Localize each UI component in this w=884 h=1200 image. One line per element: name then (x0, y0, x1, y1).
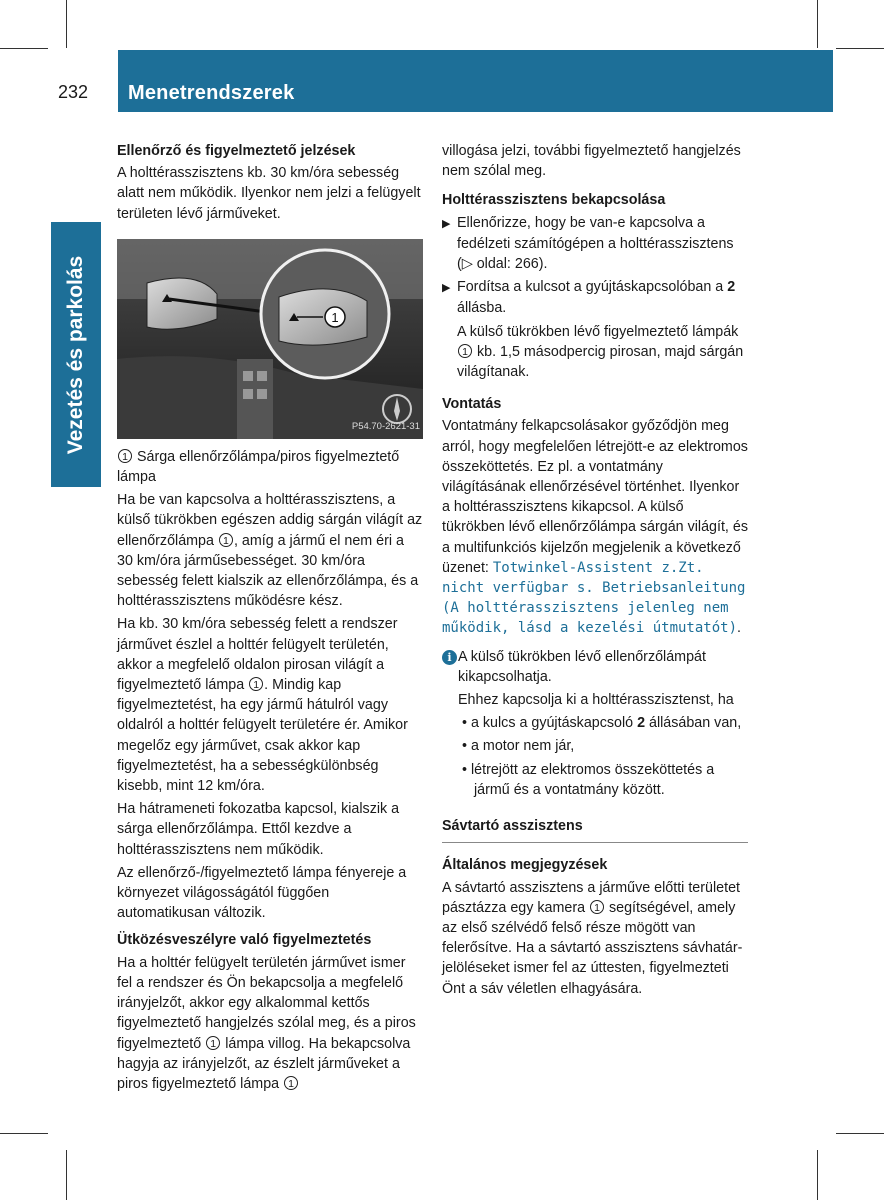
page-number: 232 (58, 82, 89, 102)
paragraph: A sávtartó asszisztens a járműve előtti területet pásztázza egy kamera 1 segítségével, amely az első szélvédő felső része mögött van felerősítve. Ha a sávtartó asszisztens sávhatár-jelöléseket ismer fel az úttesten, figyelmezteti Önt a sáv véletlen elhagyására. (442, 879, 743, 997)
triangle-bullet-icon: ▶ (442, 282, 451, 295)
callout-1-icon: 1 (219, 533, 233, 547)
photo-code: P54.70-2621-31 (351, 420, 420, 432)
section-side-tab (51, 222, 101, 487)
paragraph: Ha kb. 30 km/óra sebesség felett a rendszer járművet észlel a holttér felügyelt területén, akkor a megfelelő oldalon pirosan világít a figyelmeztető lámpa 1 . Mindig kap figyelmeztetést, ha egy jármű hátulról vagy oldalról a holttér felügyelt területére ér. Amikor megelőz egy járművet, csak akkor kap figyelmeztetést, ha a sebességkülönbség kisebb, mint 12 km/óra. (117, 616, 408, 795)
mirror-illustration (117, 239, 423, 439)
paragraph: Ehhez kapcsolja ki a holttérasszisztenst, ha (458, 692, 734, 709)
list-item: • létrejött az elektromos összeköttetés a jármű és a vontatmány között. (462, 761, 715, 798)
heading-towing: Vontatás (442, 396, 502, 413)
action-step: ▶ Ellenőrizze, hogy be van-e kapcsolva a fedélzeti számítógépen a holttérasszisztens (▷ oldal: 266). (442, 214, 734, 273)
crop-mark (0, 48, 48, 49)
triangle-bullet-icon: ▶ (442, 217, 451, 230)
paragraph: Ha a holttér felügyelt területén járművet ismer fel a rendszer és Ön bekapcsolja a megfelelő irányjelzőt, akkor egy alkalommal kettős figyelmeztető hangjelzés szólal meg, és a piros figyelmeztető 1 lámpa villog. Ha bekapcsolva hagyja az irányjelzőt, az észlelt járműveket a piros figyelmeztető lámpa 1 (117, 954, 416, 1092)
heading-warning-lamps: Ellenőrző és figyelmeztető jelzések (117, 143, 356, 159)
callout-1-icon: 1 (590, 900, 604, 914)
paragraph: Az ellenőrző-/figyelmeztető lámpa fényereje a környezet világosságától függően automatikusan változik. (117, 864, 407, 922)
crop-mark (66, 1150, 67, 1200)
heading-collision-warning: Ütközésveszélyre való figyelmeztetés (117, 932, 372, 949)
mirror-photo (117, 239, 423, 439)
list-item: • a motor nem jár, (462, 738, 575, 755)
legend-item: 1 Sárga ellenőrzőlámpa/piros figyelmeztető lámpa (117, 448, 400, 486)
callout-1-icon: 1 (249, 677, 263, 691)
callout-1-icon: 1 (284, 1076, 298, 1090)
heading-general-notes: Általános megjegyzések (442, 857, 608, 874)
callout-1-icon: 1 (206, 1036, 220, 1050)
paragraph: Ha hátrameneti fokozatba kapcsol, kialszik a sárga ellenőrzőlámpa. Ettől kezdve a holttérasszisztens nem működik. (117, 801, 400, 858)
heading-activation: Holttérasszisztens bekapcsolása (442, 192, 666, 209)
callout-1-icon: 1 (118, 449, 132, 463)
crop-mark (817, 0, 818, 48)
heading-lane-keeping: Sávtartó asszisztens (442, 816, 748, 843)
paragraph: Vontatmány felkapcsolásakor győződjön meg arról, hogy megfelelően létrejött-e az elektromos összeköttetés. Ez pl. a vontatmány világításának ellenőrzésével történhet. Ilyenkor a holttérasszisztens kikapcsol. A külső tükrökben lévő ellenőrzőlámpa sárgán világít, és a multifunkciós kijelzőn megjelenik a következő üzenet: Totwinkel-Assistent z.Zt. nicht verfügbar s. Betriebsanleitung (A holttérasszisztens jelenleg nem működik, lásd a kezelési útmutatót). (442, 418, 748, 637)
crop-mark (0, 1133, 48, 1134)
info-note: i A külső tükrökben lévő ellenőrzőlámpát kikapcsolhatja. (442, 647, 748, 687)
side-tab-label: Vezetés és parkolás (64, 255, 87, 454)
paragraph: Ha be van kapcsolva a holttérasszisztens, a külső tükrökben egészen addig sárgán világít az ellenőrzőlámpa 1 , amíg a jármű el nem éri a 30 km/óra járműsebességet. 30 km/óra sebesség felett kialszik az ellenőrzőlámpa, és a holttérasszisztens működésre kész. (117, 492, 423, 610)
list-item: • a kulcs a gyújtáskapcsoló 2 állásában van, (462, 715, 742, 732)
chapter-header (118, 50, 833, 112)
info-icon: i (442, 650, 457, 665)
action-step: ▶ Fordítsa a kulcsot a gyújtáskapcsolóban a 2 állásba. (442, 279, 736, 317)
crop-mark (836, 48, 884, 49)
crop-mark (817, 1150, 818, 1200)
callout-1-icon: 1 (458, 344, 472, 358)
crop-mark (66, 0, 67, 48)
paragraph: A holttérasszisztens kb. 30 km/óra sebesség alatt nem működik. Ilyenkor nem jelzi a felügyelt területen lévő járműveket. (117, 165, 421, 222)
left-column (117, 141, 423, 1097)
right-column (442, 141, 748, 1002)
chapter-title: Menetrendszerek (128, 82, 295, 104)
paragraph: A külső tükrökben lévő figyelmeztető lámpák 1 kb. 1,5 másodpercig pirosan, majd sárgán világítanak. (457, 323, 744, 381)
display-message: Totwinkel-Assistent z.Zt. nicht verfügbar s. Betriebsanleitung (A holttérasszisztens jelenleg nem működik, lásd a kezelési útmutatót) (442, 559, 746, 637)
svg-text:1: 1 (331, 309, 339, 325)
crop-mark (836, 1133, 884, 1134)
paragraph: villogása jelzi, további figyelmeztető hangjelzés nem szólal meg. (442, 143, 741, 180)
